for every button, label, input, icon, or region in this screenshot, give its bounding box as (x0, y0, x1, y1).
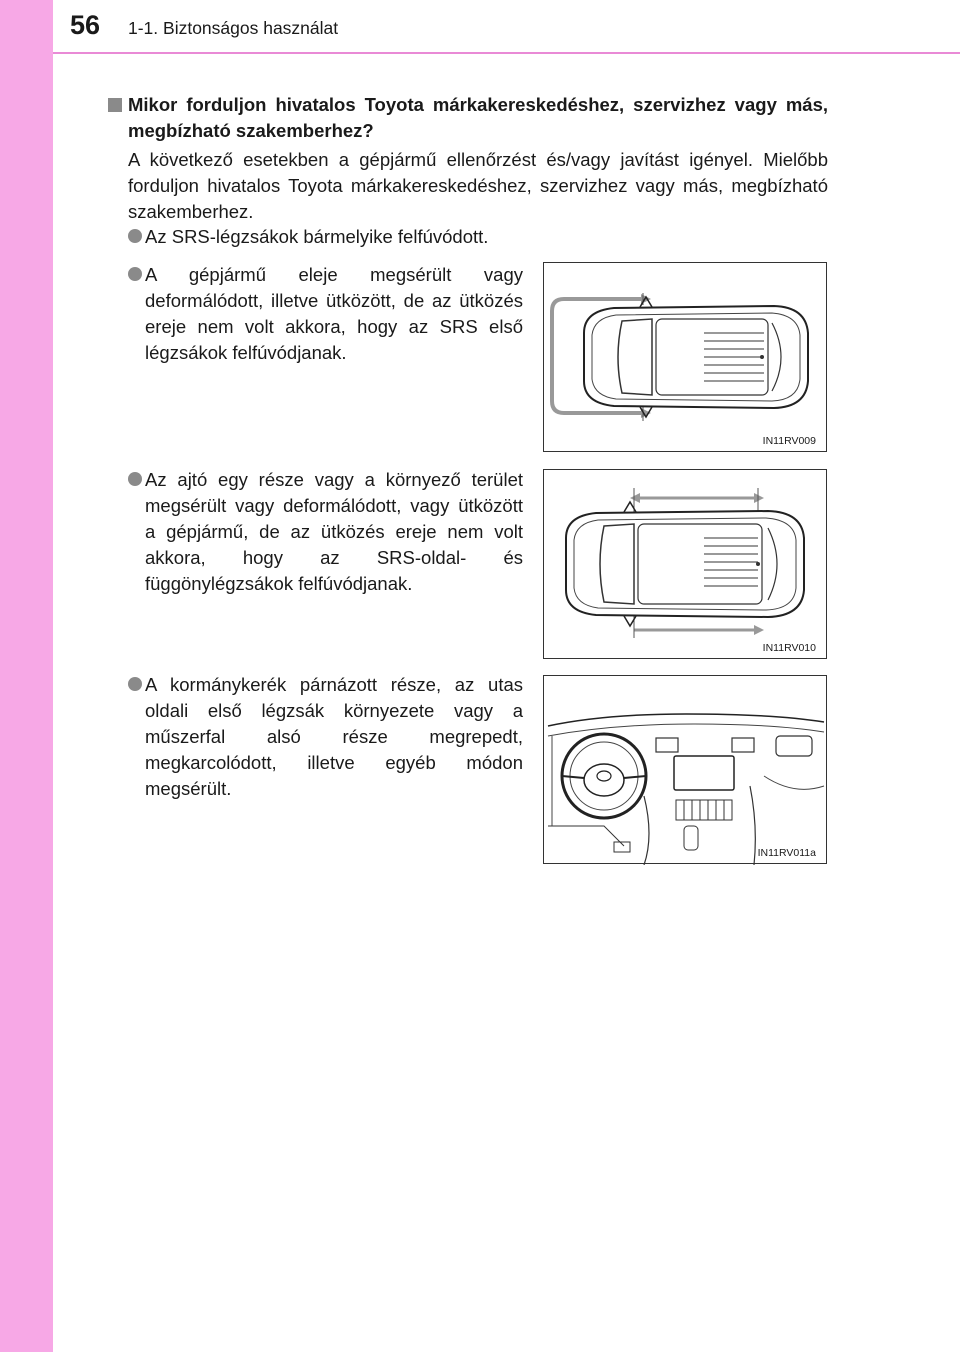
intro-paragraph: A következő esetekben a gépjármű ellenőrzést és/vagy javítást igényel. Mielőbb forduljon hivatalos Toyota márkakereskedéshez, szervizhez vagy más, megbízható szakemberhez. (128, 149, 828, 222)
list-item-text: A gépjármű eleje megsérült vagy deformálódott, illetve ütközött, de az ütközés ereje nem volt akkora, hogy az SRS első légzsákok felfúvódjanak. (145, 264, 523, 363)
circle-bullet-icon (128, 472, 142, 486)
figure-code: IN11RV011a (757, 847, 816, 859)
circle-bullet-icon (128, 677, 142, 691)
section-heading-text: Mikor forduljon hivatalos Toyota márkakereskedéshez, szervizhez vagy más, megbízható szakemberhez? (128, 94, 828, 141)
list-item (128, 672, 523, 802)
circle-bullet-icon (128, 267, 142, 281)
car-top-view-front-impact-icon (544, 263, 828, 453)
figure-code: IN11RV009 (762, 435, 816, 447)
list-item (128, 224, 828, 250)
pink-side-tab (0, 0, 53, 1352)
list-item-text: Az ajtó egy része vagy a környező terület megsérült vagy deformálódott, vagy ütközött a gépjármű, de az ütközés ereje nem volt akkora, hogy az SRS-oldal- és függönylégzsákok felfúvódjanak. (145, 469, 523, 594)
section-heading (108, 92, 828, 144)
list-item (128, 262, 523, 366)
list-item-text: Az SRS-légzsákok bármelyike felfúvódott. (145, 226, 489, 247)
page-number: 56 (70, 10, 101, 40)
figure-side-impact (543, 469, 827, 659)
square-bullet-icon (108, 98, 122, 112)
figure-dashboard (543, 675, 827, 864)
figure-front-impact (543, 262, 827, 452)
car-top-view-side-impact-icon (544, 470, 828, 660)
list-item-text: A kormánykerék párnázott része, az utas oldali első légzsák környezete vagy a műszerfal alsó része megrepedt, megkarcolódott, illetve egyéb módon megsérült. (145, 674, 523, 799)
section-title: 1-1. Biztonságos használat (128, 18, 339, 38)
list-item (128, 467, 523, 597)
figure-code: IN11RV010 (762, 642, 816, 654)
circle-bullet-icon (128, 229, 142, 243)
header-divider (53, 52, 960, 54)
dashboard-interior-icon (544, 676, 828, 865)
